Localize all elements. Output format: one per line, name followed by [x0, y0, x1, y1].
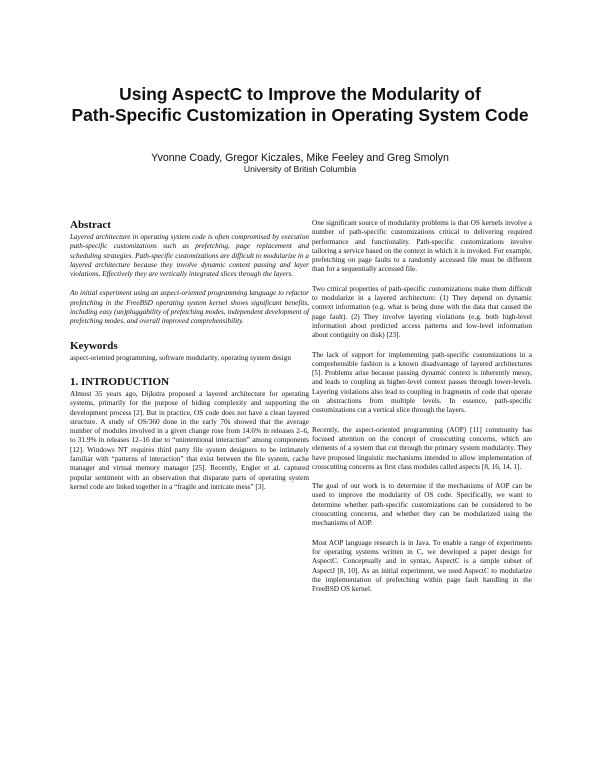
keywords-text: aspect-oriented programming, software modularity, operating system design	[70, 353, 291, 362]
title-line-2: Path-Specific Customization in Operating System Code	[71, 105, 529, 125]
right-paragraph-5: The goal of our work is to determine if the mechanisms of AOP can be used to improve the modularity of OS code. Specifically, we want to determine whether path-specific customizations can be considered to be crosscutting concerns, and whether they can be modularized using the mechanisms of AOP.	[312, 482, 532, 528]
introduction-heading: 1. INTRODUCTION	[70, 375, 170, 388]
paper-title	[0, 84, 600, 126]
introduction-paragraph-1: Almost 35 years ago, Dijkstra proposed a layered architecture for operating systems, primarily for the purpose of hiding complexity and supporting the development process [2]. But in practice, OS code does not have a clean layered structure. A study of OS/360 done in the early 70s showed that the average number of modules involved in a given change rose from 14.6% in releases 2–6, to 31.9% in releases 12–16 due to “unintentional interaction” among components [12]. Windows NT requires third party file system designers to be intimately familiar with “patterns of interaction” that exist between the file system, cache manager and virtual memory manager [25]. Recently, Engler et al. captured popular sentiment with an observation that disparate parts of operating system kernel code are linked together in a “fragile and intricate mess” [3].	[70, 389, 309, 491]
right-paragraph-6: Most AOP language research is in Java. To enable a range of experiments for operating systems written in C, we developed a paper design for AspectC. Conceptually and in syntax, AspectC is a simple subset of AspectJ [8, 10]. As an initial experiment, we used AspectC to modularize the implementation of prefetching within page fault handling in the FreeBSD OS kernel.	[312, 538, 532, 594]
right-paragraph-4: Recently, the aspect-oriented programming (AOP) [11] community has focused attention on the concept of crosscutting concerns, which are elements of a system that cut through the primary system modularity. They have proposed linguistic mechanisms intended to allow implementation of crosscutting concerns as first class modules called aspects [8, 16, 14, 1].	[312, 425, 532, 471]
right-column	[312, 219, 532, 594]
abstract-paragraph-1: Layered architecture in operating system code is often compromised by execution path-specific customizations such as prefetching, page replacement and scheduling strategies. Path-specific customizations are difficult to modularize in a layered architecture because they involve dynamic context passing and layer violations. Effectively they are vertically integrated slices through the layers.	[70, 233, 309, 279]
abstract-heading: Abstract	[70, 219, 111, 231]
abstract-paragraph-2: An initial experiment using an aspect-oriented programming language to refactor prefetching in the FreeBSD operating system kernel shows significant benefits, including easy (un)pluggability of prefetching modes, independent development of prefetching modes, and overall improved comprehensibility.	[70, 289, 309, 326]
title-line-1: Using AspectC to Improve the Modularity of	[119, 84, 481, 104]
right-paragraph-2: Two critical properties of path-specific customizations make them difficult to modularize in a layered architecture: (1) They depend on dynamic context information (e.g. what is being done with the data that caused the page fault). (2) They involve layering violations (e.g. both high-level information about predicted access patterns and low-level information about contiguity on disk) [23].	[312, 284, 532, 340]
right-paragraph-3: The lack of support for implementing path-specific customizations in a comprehensible fashion is a known disadvantage of layered architectures [5]. Problems arise because passing dynamic context is inherently messy, and leads to coupling as higher-level context passes through lower-levels. Layering violations also lead to coupling in fragments of code that operate on abstractions from multiple levels. In essence, path-specific customizations cut a vertical slice through the layers.	[312, 350, 532, 415]
left-column	[70, 219, 309, 492]
keywords-heading: Keywords	[70, 339, 118, 352]
affiliation: University of British Columbia	[243, 164, 357, 174]
right-paragraph-1: One significant source of modularity problems is that OS kernels involve a number of path-specific customizations critical to delivering required performance and functionality. Path-specific customizations involve tailoring a service based on the context in which it is invoked. For example, prefetching on page faults to a randomly accessed file must be different than for a sequentially accessed file.	[312, 219, 532, 274]
authors: Yvonne Coady, Gregor Kiczales, Mike Feeley and Greg Smolyn	[151, 152, 449, 164]
